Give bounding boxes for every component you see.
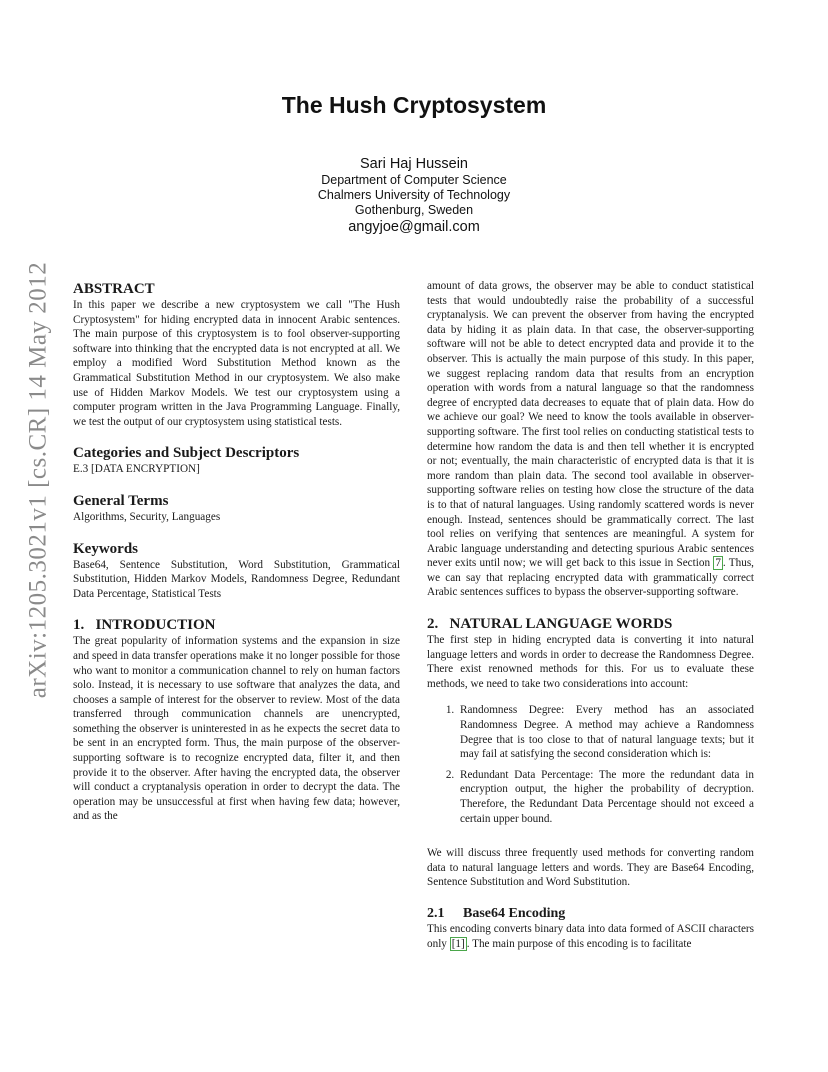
abstract-text: In this paper we describe a new cryptosystem we call "The Hush Cryptosystem" for hiding encrypted data in innocent Arabic sentences. The main purpose of this cryptosystem is to fool observer-supporting software into thinking that the encrypted data is not encrypted at all. We employ a modified Word Substitution Method known as the Grammatical Substitution Method in our cryptosystem. We also make use of Hidden Markov Models. We test our cryptosystem using a computer program written in the Java Programming Language. Finally, we test the output of our cryptosystem using statistical tests. — [73, 299, 400, 428]
author-location: Gothenburg, Sweden — [354, 203, 474, 217]
categories-descriptor: DATA ENCRYPTION — [94, 463, 197, 476]
base64-title: Base64 Encoding — [463, 905, 566, 921]
author-name: Sari Haj Hussein — [360, 156, 468, 172]
introduction-text: The great popularity of information systems and the expansion in size and speed in data transfer operations make it no longer possible for those who want to monitor a communication channel to rely on human factors solo. Instead, it is necessary to use software that analyzes the data, and chooses a sample of interest for the observer to review. Most of the data transferred through communication channels are unencrypted, something the observer is uninterested in as he expects the secret data to be sent in an encrypted form. Thus, the main purpose of the observer-supporting software is to recognize encrypted data, filter it, and then provide it to the observer. After having the encrypted data, the observer will conduct a cryptanalysis operation in order to decrypt the data. The operation may be unsuccessful at first when having few data; however, and as the — [73, 635, 400, 823]
left-column — [73, 280, 400, 824]
author-department: Department of Computer Science — [321, 173, 507, 187]
abstract-heading: ABSTRACT — [73, 281, 155, 297]
natural-language-heading: 2. NATURAL LANGUAGE WORDS — [427, 616, 673, 633]
categories-heading: Categories and Subject Descriptors — [73, 445, 300, 462]
base64-text — [427, 922, 754, 951]
introduction-continued-a: amount of data grows, the observer may be able to conduct statistical tests that would undoubtedly raise the probability of a successful cryptanalysis. We can prevent the observer from having the encrypted data by hiding it as plain data. In that case, the observer-supporting software will not be able to detect encrypted data and provide it to the observer. This is actually the main purpose of this study. In this paper, we suggest replacing random data that results from an encryption operation with words from a natural language so that the randomness degree of encrypted data decreases to equate that of plain data. How do we achieve our goal? We need to know the tools available in observer-supporting software. The first tool relies on conducting statistical tests to determine how random the data is and then tell whether it is encrypted or not; eventually, the main characteristic of encrypted data is that it is more random than plain data. The second tool available in observer-supporting software relies on testing how close the structure of the data is to that of natural languages. Using randomly scattered words is never enough. Instead, sentences should be grammatically correct. The last tool relies on verifying that sentences are meaningful. A system for Arabic language understanding and detecting spurious Arabic sentences never exits until now; we will get back to this issue in Section — [427, 280, 754, 570]
base64-text-b: . The main purpose of this encoding is to facilitate — [466, 937, 692, 950]
introduction-heading: 1. INTRODUCTION — [73, 617, 216, 634]
section-reference-link[interactable]: 7 — [715, 557, 721, 570]
author-email[interactable]: angyjoe@gmail.com — [348, 219, 480, 235]
keywords-heading: Keywords — [73, 540, 138, 557]
keywords-text: Base64, Sentence Substitution, Word Substitution, Grammatical Substitution, Hidden Markov Models, Randomness Degree, Redundant Data Percentage, Statistical Tests — [73, 558, 400, 600]
general-terms-text: Algorithms, Security, Languages — [73, 510, 221, 523]
base64-heading — [427, 905, 754, 922]
categories-code: E.3 [ — [73, 463, 95, 476]
list-item: 1. Randomness Degree: Every method has an associated Randomness Degree. A method may achieve a Randomness Degree that is too close to that of natural language texts; but it may fail at satisfying the second consideration which is: — [457, 703, 754, 761]
introduction-continued — [427, 279, 754, 600]
base64-text-a: This encoding converts binary data into data formed of ASCII characters only — [427, 922, 754, 950]
general-terms-heading: General Terms — [73, 492, 169, 509]
base64-number: 2.1 — [427, 905, 445, 921]
arxiv-identifier-stamp — [12, 261, 64, 699]
right-column — [427, 279, 754, 951]
introduction-continued-b: . Thus, we can say that replacing encrypted data with grammatically correct Arabic sentences suffices to bypass the observer-supporting software. — [427, 557, 754, 599]
author-block — [0, 155, 828, 236]
considerations-list — [427, 703, 754, 826]
paper-title: The Hush Cryptosystem — [281, 92, 547, 118]
author-university: Chalmers University of Technology — [317, 188, 511, 202]
arxiv-identifier[interactable]: arXiv:1205.3021v1 [cs.CR] 14 May 2012 — [24, 261, 51, 699]
natural-language-intro: The first step in hiding encrypted data is converting it into natural language letters and words in order to decrease the Randomness Degree. There exist renowned methods for this. For us to evaluate these methods, we need to take two considerations into account: — [427, 634, 754, 690]
citation-link[interactable]: [1] — [451, 937, 465, 950]
categories-text — [73, 462, 400, 477]
natural-language-outro: We will discuss three frequently used methods for converting random data to natural language letters and words. They are Base64 Encoding, Sentence Substitution and Word Substitution. — [427, 847, 754, 889]
list-item: 2. Redundant Data Percentage: The more the redundant data in encryption output, the higher the probability of decryption. Therefore, the Redundant Data Percentage should not exceed a certain upper bound. — [457, 768, 754, 826]
categories-close: ] — [196, 463, 200, 476]
